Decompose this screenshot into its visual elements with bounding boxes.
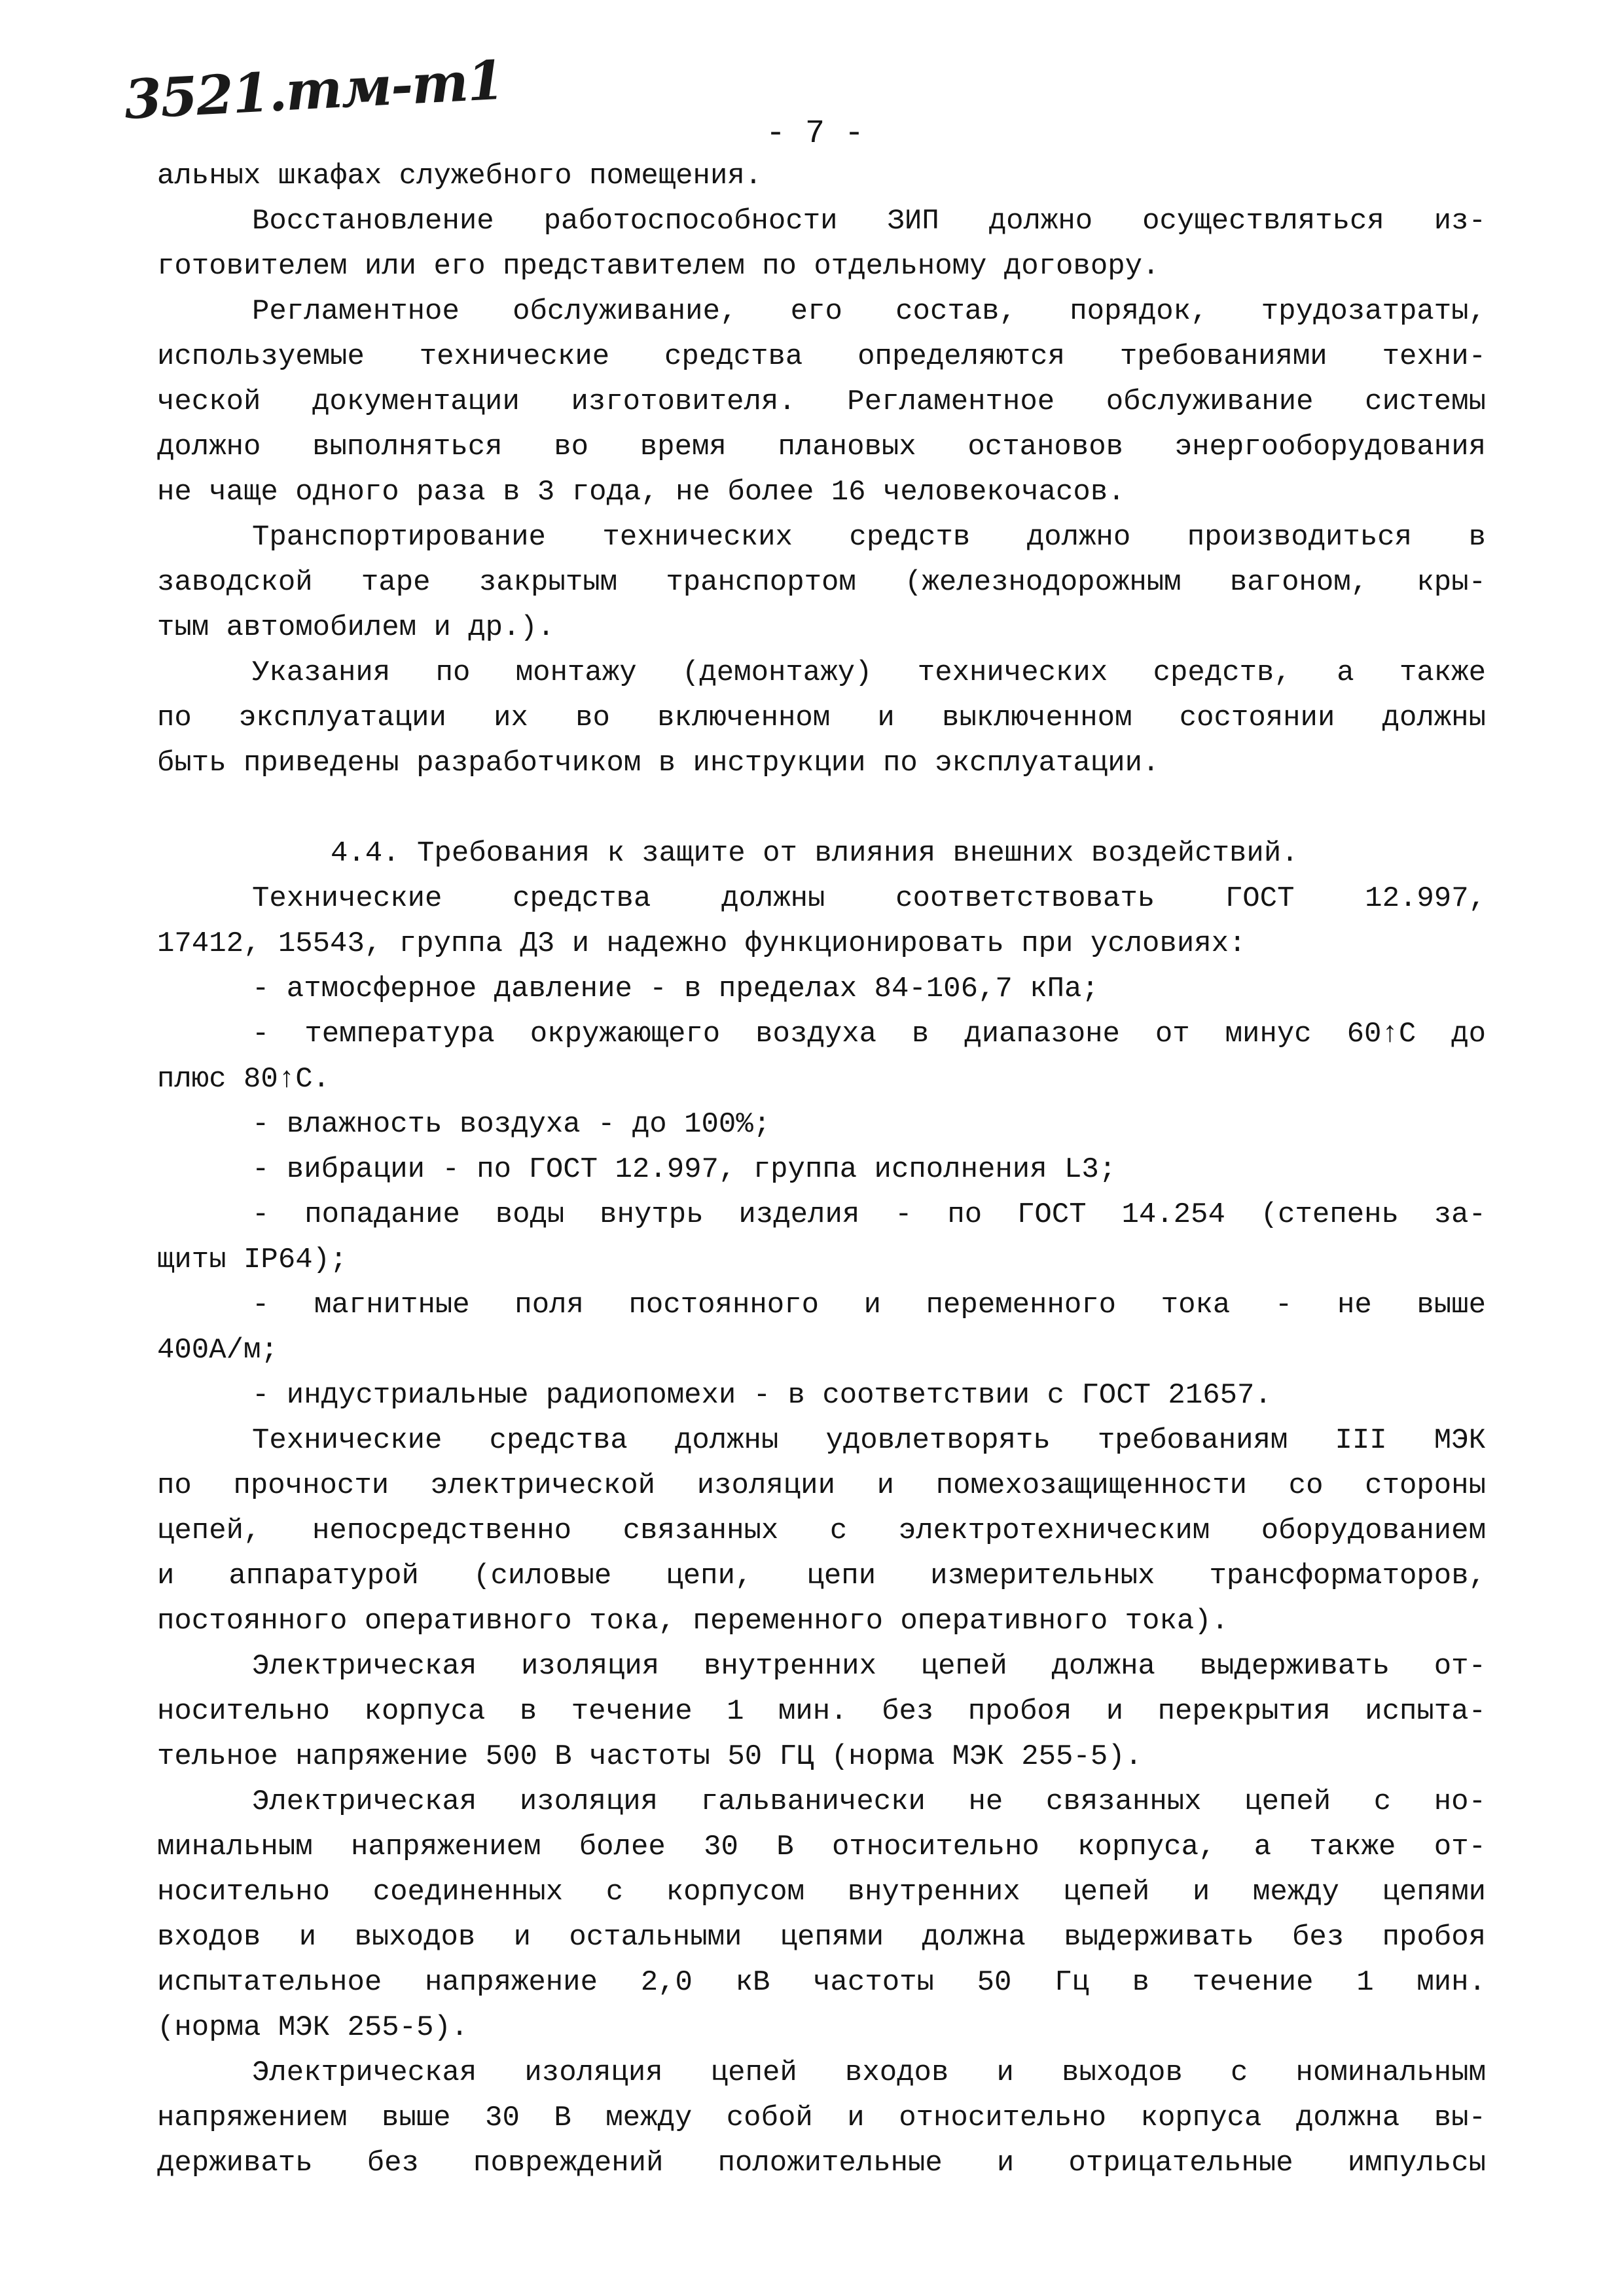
text-line: держивать без повреждений положительные и отрицательные импульсы (157, 2147, 1486, 2179)
text-line: плюс 80↑С. (157, 1063, 331, 1096)
list-item: - температура окружающего воздуха в диапазоне от минус 60↑С до (252, 1018, 1486, 1050)
text-line: Транспортирование технических средств должно производиться в (252, 521, 1486, 554)
text-line: (норма МЭК 255-5). (157, 2011, 469, 2044)
text-line: и аппаратурой (силовые цепи, цепи измерительных трансформаторов, (157, 1560, 1486, 1592)
text-line: Электрическая изоляция цепей входов и выходов с номинальным (252, 2056, 1486, 2089)
text-line: Регламентное обслуживание, его состав, порядок, трудозатраты, (252, 295, 1486, 328)
text-line: минальным напряжением более 30 В относительно корпуса, а также от- (157, 1831, 1486, 1863)
text-line: используемые технические средства определяются требованиями техни- (157, 340, 1486, 373)
handwritten-document-code: 3521.тм-т1 (122, 48, 505, 132)
list-item: - попадание воды внутрь изделия - по ГОСТ 14.254 (степень за- (252, 1198, 1486, 1231)
list-item: - индустриальные радиопомехи - в соответствии с ГОСТ 21657. (252, 1379, 1272, 1412)
document-body (157, 154, 1486, 2186)
text-line: заводской таре закрытым транспортом (железнодорожным вагоном, кры- (157, 566, 1486, 599)
text-line: Электрическая изоляция внутренних цепей должна выдерживать от- (252, 1650, 1486, 1683)
text-line: Технические средства должны соответствовать ГОСТ 12.997, (252, 882, 1486, 915)
text-line: должно выполняться во время плановых остановов энергооборудования (157, 431, 1486, 463)
paragraph-gap (157, 786, 1486, 831)
text-line: щиты IP64); (157, 1244, 348, 1276)
text-line: тельное напряжение 500 В частоты 50 ГЦ (норма МЭК 255-5). (157, 1740, 1143, 1773)
text-line: тым автомобилем и др.). (157, 611, 555, 644)
section-heading: 4.4. Требования к защите от влияния внешних воздействий. (331, 837, 1299, 870)
text-line: ческой документации изготовителя. Регламентное обслуживание системы (157, 386, 1486, 418)
list-item: - вибрации - по ГОСТ 12.997, группа исполнения L3; (252, 1153, 1117, 1186)
text-line: напряжением выше 30 В между собой и относительно корпуса должна вы- (157, 2102, 1486, 2134)
list-item: - атмосферное давление - в пределах 84-106,7 кПа; (252, 973, 1099, 1005)
list-item: - влажность воздуха - до 100%; (252, 1108, 771, 1141)
text-line: испытательное напряжение 2,0 кВ частоты 50 Гц в течение 1 мин. (157, 1966, 1486, 1999)
text-line: Восстановление работоспособности ЗИП должно осуществляться из- (252, 205, 1486, 238)
text-line: по эксплуатации их во включенном и выключенном состоянии должны (157, 702, 1486, 734)
text-line: носительно соединенных с корпусом внутренних цепей и между цепями (157, 1876, 1486, 1909)
page-number: - 7 - (766, 115, 865, 152)
text-line: носительно корпуса в течение 1 мин. без пробоя и перекрытия испыта- (157, 1695, 1486, 1728)
text-line: альных шкафах служебного помещения. (157, 160, 763, 192)
text-line: не чаще одного раза в 3 года, не более 16 человекочасов. (157, 476, 1125, 509)
text-line: 17412, 15543, группа Д3 и надежно функционировать при условиях: (157, 927, 1246, 960)
text-line: быть приведены разработчиком в инструкции по эксплуатации. (157, 747, 1160, 780)
text-line: по прочности электрической изоляции и помехозащищенности со стороны (157, 1469, 1486, 1502)
text-line: цепей, непосредственно связанных с электротехническим оборудованием (157, 1515, 1486, 1547)
text-line: Технические средства должны удовлетворять требованиям III МЭК (252, 1424, 1486, 1457)
list-item: - магнитные поля постоянного и переменного тока - не выше (252, 1289, 1486, 1321)
text-line: Указания по монтажу (демонтажу) технических средств, а также (252, 656, 1486, 689)
text-line: готовителем или его представителем по отдельному договору. (157, 250, 1160, 283)
text-line: входов и выходов и остальными цепями должна выдерживать без пробоя (157, 1921, 1486, 1954)
text-line: Электрическая изоляция гальванически не связанных цепей с но- (252, 1785, 1486, 1818)
text-line: постоянного оперативного тока, переменного оперативного тока). (157, 1605, 1229, 1638)
text-line: 400А/м; (157, 1334, 278, 1367)
